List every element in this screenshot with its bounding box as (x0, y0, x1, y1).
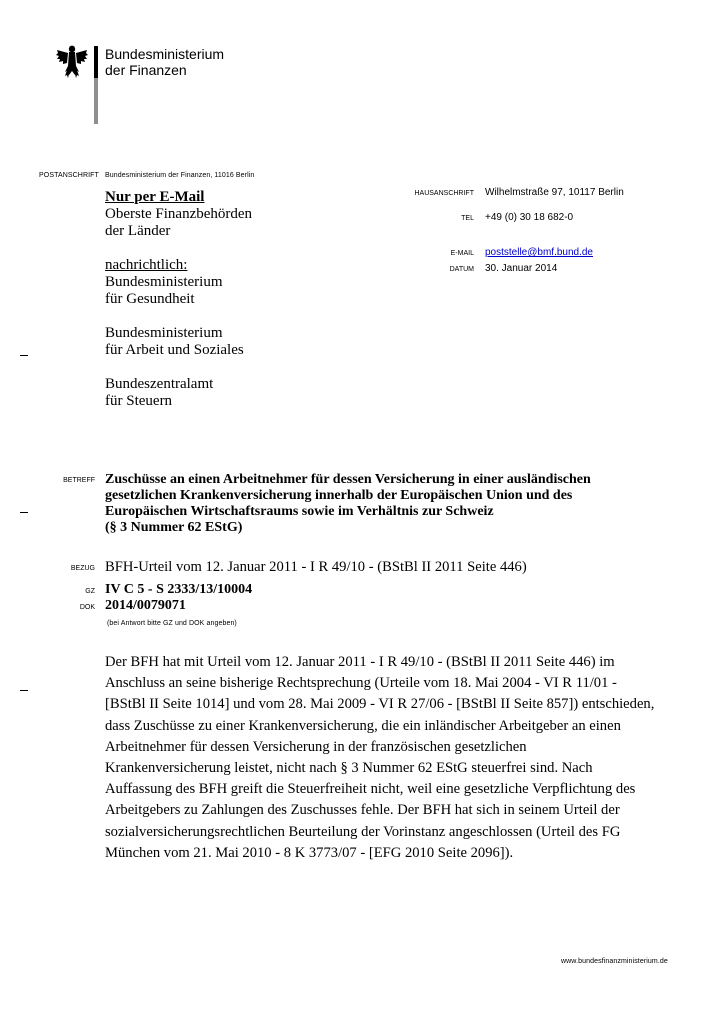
ministry-name-line1: Bundesministerium (105, 46, 225, 62)
cc1-line2: für Gesundheit (105, 291, 195, 307)
fold-mark-3 (20, 690, 28, 691)
datum-value: 30. Januar 2014 (485, 263, 558, 274)
cc-label: nachrichtlich: (105, 257, 188, 273)
betreff-line2: gesetzlichen Krankenversicherung innerhalb der Europäischen Union und des (105, 488, 573, 503)
cc1-line1: Bundesministerium (105, 274, 223, 290)
body-line: Der BFH hat mit Urteil vom 12. Januar 2011 - I R 49/10 - (BStBl II 2011 Seite 446) im (105, 654, 615, 670)
postanschrift-label: POSTANSCHRIFT (39, 172, 99, 179)
cc2-line1: Bundesministerium (105, 325, 223, 341)
eagle-logo-icon (56, 44, 88, 78)
body-line: Auffassung des BFH greift die Steuerfreiheit nicht, weil eine gesetzliche Verpflichtung des (105, 781, 636, 798)
bezug-value: BFH-Urteil vom 12. Januar 2011 - I R 49/10 - (BStBl II 2011 Seite 446) (105, 559, 527, 575)
recipient-line2: der Länder (105, 223, 171, 239)
delivery-method: Nur per E-Mail (105, 189, 205, 205)
betreff-line4: (§ 3 Nummer 62 EStG) (105, 520, 243, 535)
body-paragraph (105, 652, 705, 864)
tel-value: +49 (0) 30 18 682-0 (485, 212, 574, 223)
logo-divider-bar-dark (94, 46, 98, 78)
footer-website: www.bundesfinanzministerium.de (561, 958, 668, 965)
dok-value: 2014/0079071 (105, 598, 186, 613)
email-label: E-MAIL (450, 250, 474, 257)
reply-note: (bei Antwort bitte GZ und DOK angeben) (107, 620, 237, 627)
body-line: Arbeitnehmer für dessen Versicherung in der französischen gesetzlichen (105, 738, 527, 755)
gz-value: IV C 5 - S 2333/13/10004 (105, 582, 253, 597)
body-line: Arbeitgebers zu Zahlungen des Zuschusses fehle. Der BFH hat sich in seinem Urteil der (105, 802, 620, 819)
body-line: München vom 21. Mai 2010 - 8 K 3773/07 - [EFG 2010 Seite 2096]). (105, 844, 514, 861)
body-line: [BStBl II Seite 1014] und vom 28. Mai 2009 - VI R 27/06 - [BStBl II Seite 857]) entschieden, (105, 696, 655, 713)
email-link[interactable]: poststelle@bmf.bund.de (485, 247, 593, 258)
betreff-label: BETREFF (63, 477, 95, 484)
datum-label: DATUM (449, 266, 474, 273)
body-line: dass Zuschüsse zu einer Krankenversicherung, die ein inländischer Arbeitgeber an einen (105, 717, 621, 734)
gz-label: GZ (85, 588, 95, 595)
recipient-line1: Oberste Finanzbehörden (105, 206, 253, 222)
tel-label: TEL (461, 215, 474, 222)
recipient-block (105, 189, 385, 410)
postanschrift-value: Bundesministerium der Finanzen, 11016 Berlin (105, 172, 255, 179)
betreff-line3: Europäischen Wirtschaftsraums sowie im Verhältnis zur Schweiz (105, 504, 494, 519)
ministry-name-line2: der Finanzen (105, 62, 187, 78)
hausanschrift-label: HAUSANSCHRIFT (414, 190, 474, 197)
cc3-line1: Bundeszentralamt (105, 376, 214, 392)
body-line: sozialversicherungsrechtlichen Beurteilung der Vorinstanz angeschlossen (Urteil des FG (105, 823, 621, 840)
body-line: Anschluss an seine bisherige Rechtsprechung (Urteile vom 18. Mai 2004 - VI R 11/01 - (105, 675, 617, 692)
fold-mark-1 (20, 355, 28, 356)
betreff-line1: Zuschüsse an einen Arbeitnehmer für dessen Versicherung in einer ausländischen (105, 472, 591, 487)
betreff-text (105, 472, 705, 536)
fold-mark-2 (20, 512, 28, 513)
dok-label: DOK (79, 604, 95, 611)
hausanschrift-value: Wilhelmstraße 97, 10117 Berlin (485, 187, 624, 198)
cc3-line2: für Steuern (105, 393, 173, 409)
body-line: Krankenversicherung leistet, nicht nach § 3 Nummer 62 EStG steuerfrei sind. Nach (105, 760, 593, 777)
bezug-label: BEZUG (70, 565, 95, 572)
ministry-name (105, 46, 224, 78)
cc2-line2: für Arbeit und Soziales (105, 342, 244, 358)
